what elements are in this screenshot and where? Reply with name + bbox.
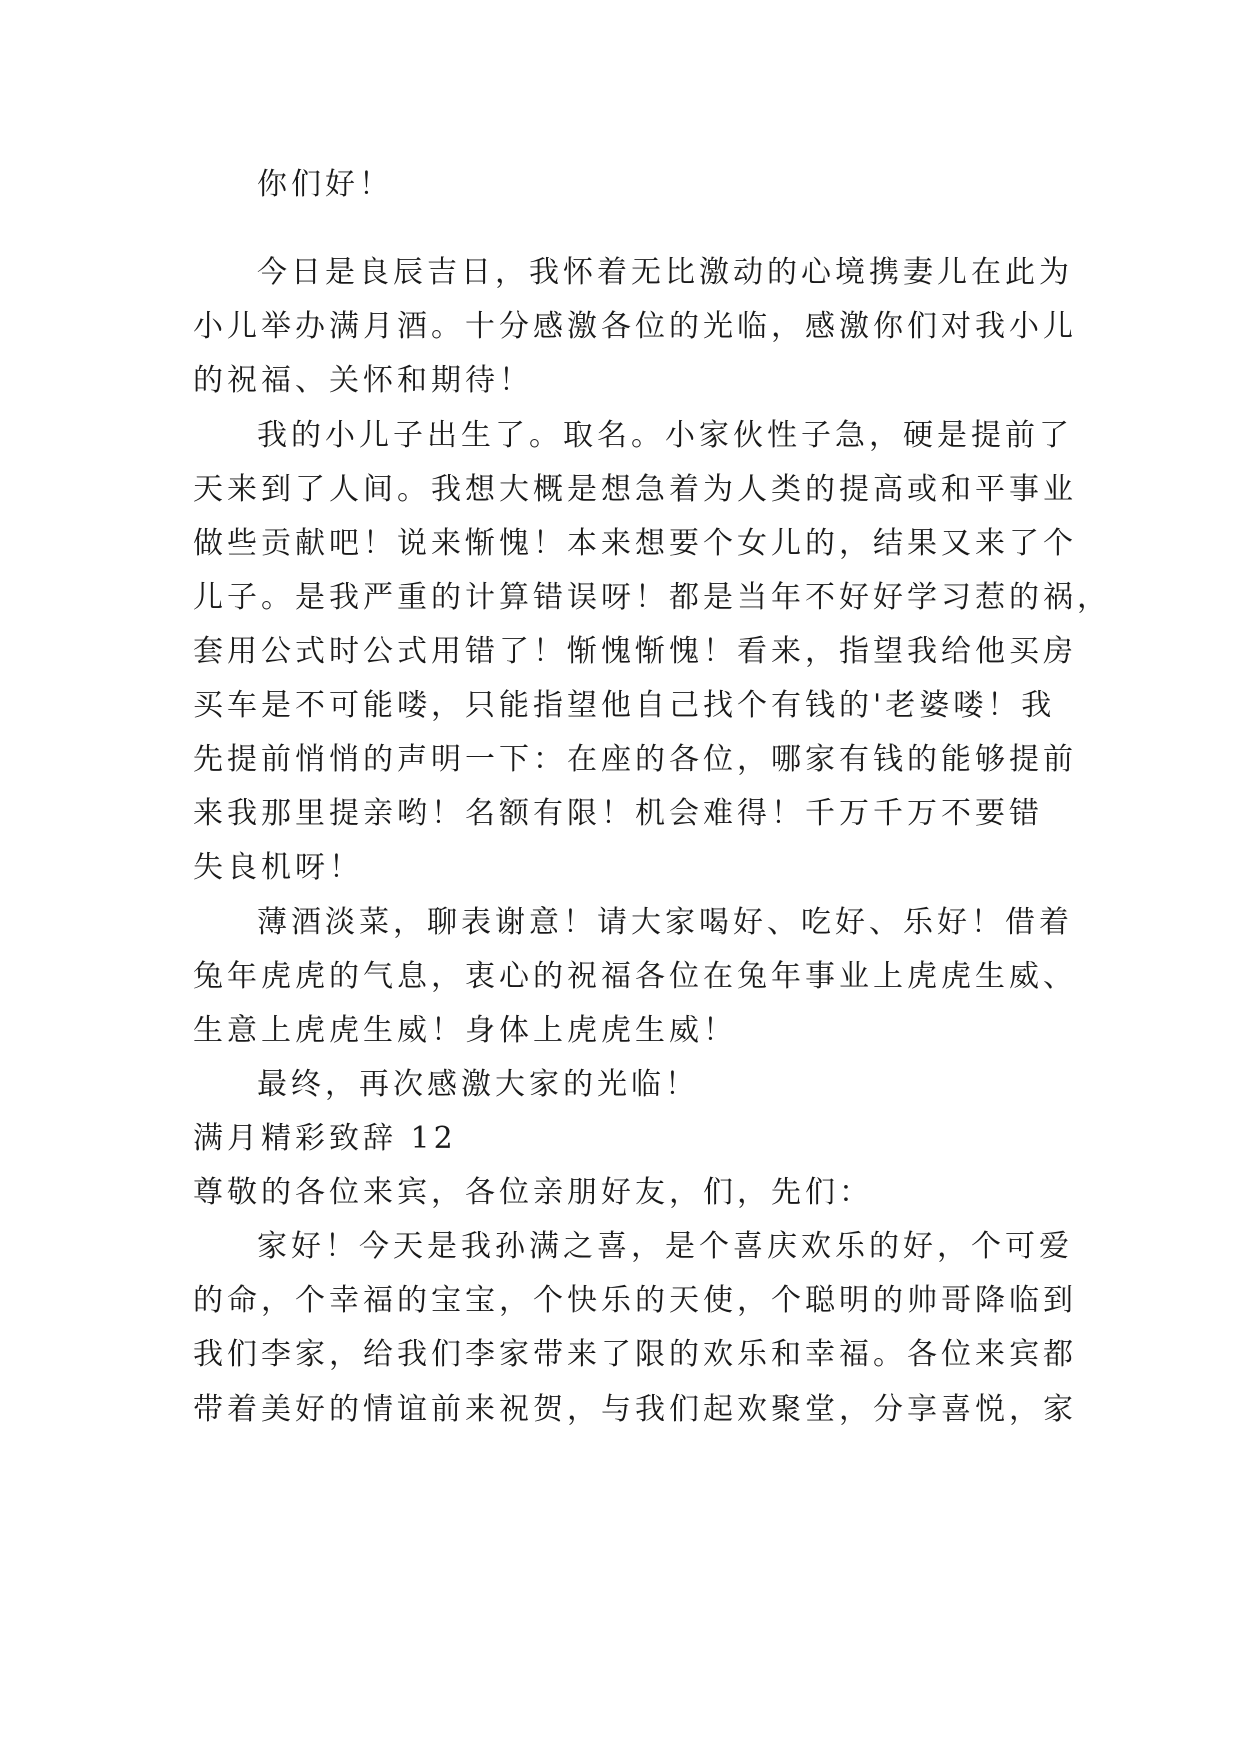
greeting-line: 你们好！ <box>257 167 393 202</box>
paragraph-line: 家好！今天是我孙满之喜，是个喜庆欢乐的好，个可爱 <box>257 1229 1073 1264</box>
paragraph-line: 先提前悄悄的声明一下：在座的各位，哪家有钱的能够提前 <box>193 742 1077 777</box>
paragraph-line: 兔年虎虎的气息，衷心的祝福各位在兔年事业上虎虎生威、 <box>193 959 1077 994</box>
paragraph-line: 我们李家，给我们李家带来了限的欢乐和幸福。各位来宾都 <box>193 1337 1077 1372</box>
salutation-line: 尊敬的各位来宾，各位亲朋好友，们，先们： <box>193 1175 873 1210</box>
paragraph-line: 天来到了人间。我想大概是想急着为人类的提高或和平事业 <box>193 472 1077 507</box>
paragraph-line: 儿子。是我严重的计算错误呀！都是当年不好好学习惹的祸， <box>193 580 1111 615</box>
paragraph-line: 失良机呀！ <box>193 850 363 885</box>
paragraph-line: 做些贡献吧！说来惭愧！本来想要个女儿的，结果又来了个 <box>193 526 1077 561</box>
paragraph-line: 买车是不可能喽，只能指望他自己找个有钱的'老婆喽！我 <box>193 688 1056 723</box>
paragraph-line: 今日是良辰吉日，我怀着无比激动的心境携妻儿在此为 <box>257 255 1073 290</box>
paragraph-line: 的命，个幸福的宝宝，个快乐的天使，个聪明的帅哥降临到 <box>193 1283 1077 1318</box>
paragraph-line: 的祝福、关怀和期待！ <box>193 363 533 398</box>
paragraph-line: 带着美好的情谊前来祝贺，与我们起欢聚堂，分享喜悦，家 <box>193 1392 1077 1427</box>
paragraph-line: 生意上虎虎生威！身体上虎虎生威！ <box>193 1013 737 1048</box>
section-heading: 满月精彩致辞 12 <box>193 1121 457 1156</box>
closing-line: 最终，再次感激大家的光临！ <box>257 1067 699 1102</box>
paragraph-line: 套用公式时公式用错了！惭愧惭愧！看来，指望我给他买房 <box>193 634 1077 669</box>
paragraph-line: 来我那里提亲哟！名额有限！机会难得！千万千万不要错 <box>193 796 1043 831</box>
paragraph-line: 我的小儿子出生了。取名。小家伙性子急，硬是提前了 <box>257 418 1073 453</box>
paragraph-line: 小儿举办满月酒。十分感激各位的光临，感激你们对我小儿 <box>193 309 1077 344</box>
paragraph-line: 薄酒淡菜，聊表谢意！请大家喝好、吃好、乐好！借着 <box>257 905 1073 940</box>
